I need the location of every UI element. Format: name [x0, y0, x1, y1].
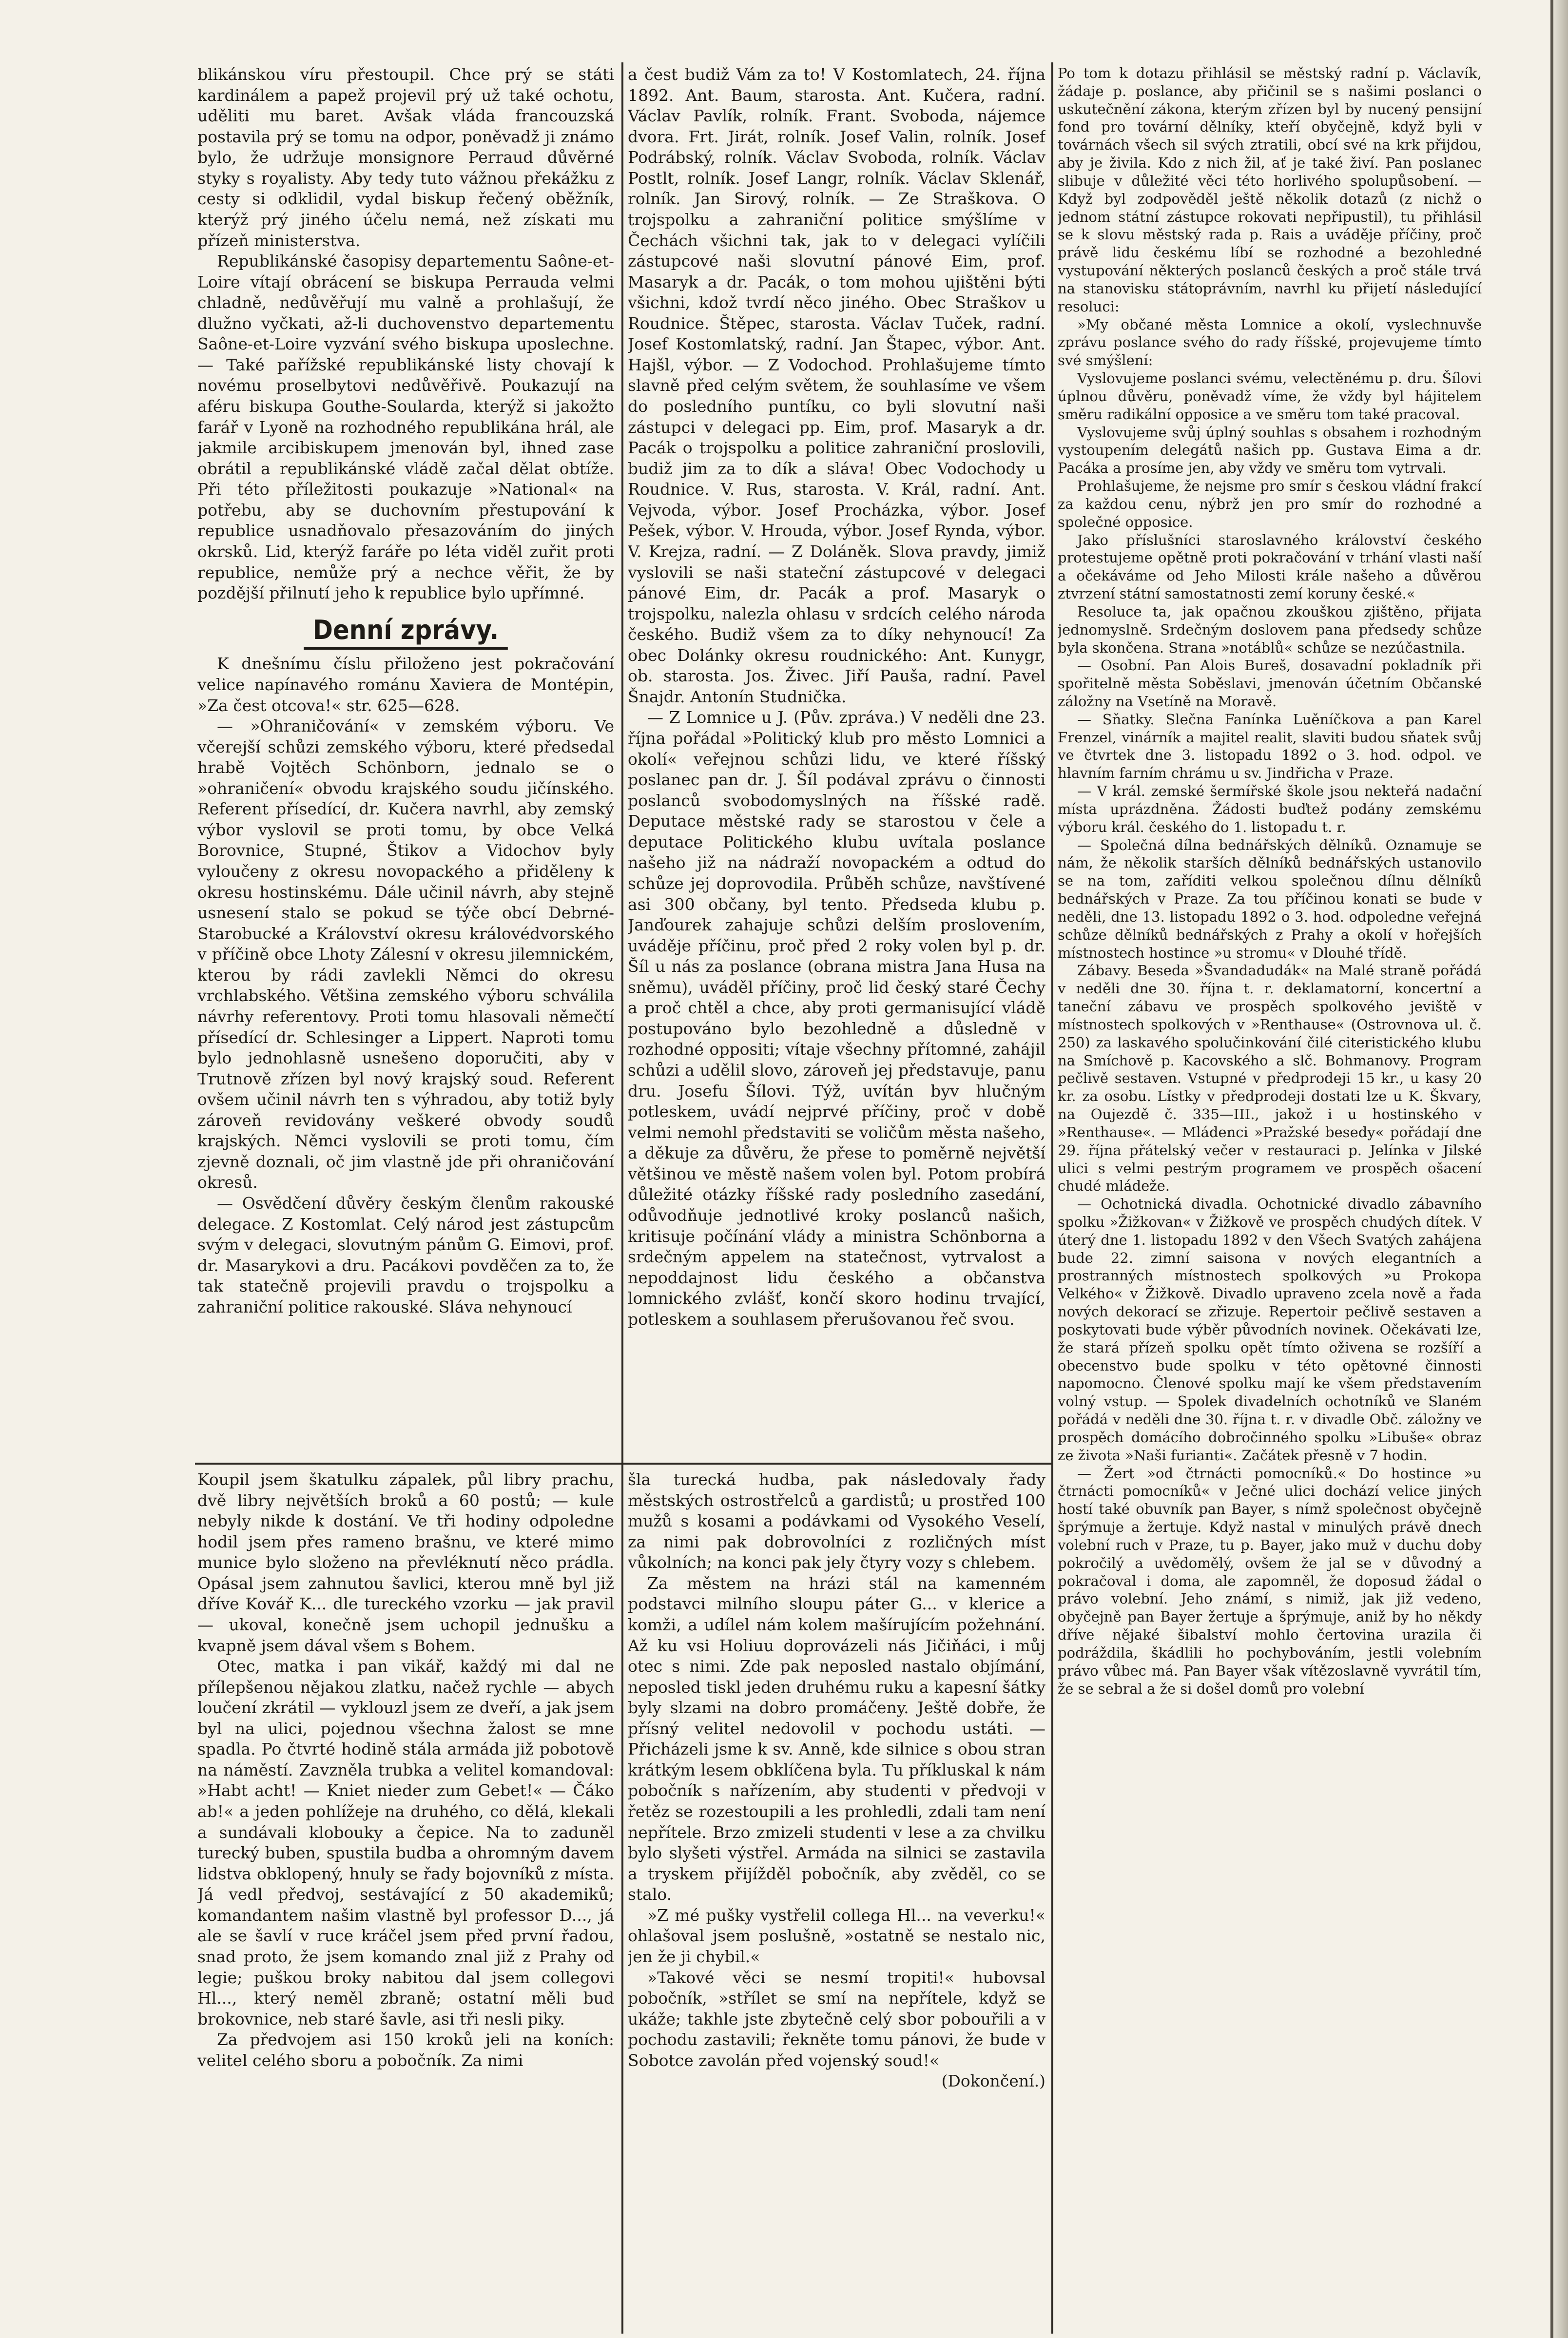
feuilleton-paragraph: »Z mé pušky vystřelil collega Hl... na veverku!« ohlašoval jsem poslušně, »ostatně se nestalo nic, jen že ji chybil.« — [628, 1905, 1045, 1966]
article-paragraph: Republikánské časopisy departementu Saône-et-Loire vítají obrácení se biskupa Perrauda velmi chladně, nedůvěřují mu valně a prohlašují, že dlužno vyčkati, až-li duchovenstvo departementu Saône-et-Loire vyzvání svého biskupa uposlechne. — Také pařížské republikánské listy chovají k novému proselbytovi nedůvěřivě. Poukazují na aféru biskupa Gouthe-Soularda, kterýž si jakožto farář v Lyoně na rozhodného republikána hrál, ale jakmile arcibiskupem jmenován byl, ihned zase obrátil a republikánské vládě začal dělat obtíže. Při této příležitosti poukazuje »National« na potřebu, aby se duchovním přestupování k republice usnadňovalo přesazováním do jiných okrsků. Lid, kterýž faráře po léta viděl zuřit proti republice, nemůže prý a nechce věřit, že by pozdější přilnutí jeho k republice bylo upřímné. — [197, 251, 614, 603]
news-item: Zábavy. Beseda »Švandadudák« na Malé straně pořádá v neděli dne 30. října t. r. deklamatorní, koncertní a taneční zábavu ve prospěch spolkového jeviště v místnostech spolkových v »Renthause« (Ostrovnova ul. č. 250) za laskavého spolučinkování čilé citeristického klubu na Smíchově p. Kacovského a slč. Bohmanovy. Program pečlivě sestaven. Vstupné v předprodeji 15 kr., u kasy 20 kr. za osobu. Lístky v předprodeji dostati lze u K. Škvary, na Oujezdě č. 335—III., jakož i u hostinského v »Renthause«. — Mládenci »Pražské besedy« pořádají dne 29. října přátelský večer v restauraci p. Jelínka v Jilské ulici s velmi pestrým programem ve prospěch ošacení chudé mládeže. — [1058, 962, 1482, 1195]
news-item: — Ochotnická divadla. Ochotnické divadlo zábavního spolku »Žižkovan« v Žižkově ve prospěch chudých dítek. V úterý dne 1. listopadu 1892 v den Všech Svatých zahájena bude 22. zimní saisona v nových elegantních a prostranných místnostech spolkových »u Prokopa Velkého« v Žižkově. Divadlo upraveno zcela nově a řada nových dekorací se zřizuje. Repertoir pečlivě sestaven a poskytovati bude výběr původních novinek. Očekávati lze, že stará přízeň spolku opět tímto oživena se rozšíří a obecenstvo bude spolku v této opětovné činnosti napomocno. Členové spolku mají ke všem představením volný vstup. — Spolek divadelních ochotníků ve Slaném pořádá v neděli dne 30. října t. r. v divadle Obč. záložny ve prospěch domácího dobročinného spolku »Libuše« obraz ze života »Naši furianti«. Začátek přesně v 7 hodin. — [1058, 1196, 1482, 1464]
column-1-news — [197, 64, 614, 1458]
feuilleton-paragraph: Za předvojem asi 150 kroků jeli na koních: velitel celého sboru a pobočník. Za nimi — [197, 2030, 614, 2070]
feuilleton-paragraph: Za městem na hrázi stál na kamenném podstavci milního sloupu páter G... v klerice a komži, a udílel nám kolem mašírujícím požehnání. Až ku vsi Holiuu doprovázeli nás Jičiňáci, i můj otec s nimi. Zde pak neposled nastalo objímání, neposled tiskl jeden druhému ruku a kapesní šátky byly slzami na dobro promáčeny. Ještě dobře, že přísný velitel nedovolil v pochodu ustáti. — Přicházeli jsme k sv. Anně, kde silnice s obou stran krátkým lesem obklíčena byla. Tu příkluskal k nám pobočník s nařízením, aby studenti v předvoji v řetěz se rozestoupili a les prohledli, zdali tam není nepřítele. Brzo zmizeli studenti v lese a za chvilku bylo slyšeti výstřel. Armáda na silnici se zastavila a tryskem přijížděl pobočník, aby zvěděl, co se stalo. — [628, 1573, 1045, 1904]
news-item: — Sňatky. Slečna Fanínka Luěníčkova a pan Karel Frenzel, vinárník a majitel realit, slaviti budou sňatek svůj ve čtvrtek dne 3. listopadu 1892 o 3. hod. odpol. ve hlavním farním chrámu u sv. Jindřicha v Praze. — [1058, 711, 1482, 782]
continuation-note: (Dokončení.) — [941, 2071, 1045, 2091]
article-paragraph: blikánskou víru přestoupil. Chce prý se státi kardinálem a papež projevil prý už také ochotu, uděliti mu baret. Avšak vláda francouzská postavila prý se tomu na odpor, poněvadž ji známo bylo, že udržuje monsignore Perraud důvěrné styky s royalisty. Aby tedy tuto vážnou překážku z cesty si odklidil, vydal biskup řečený oběžník, kterýž prý jiného účelu nemá, než získati mu přízeň ministerstva. — [197, 65, 614, 250]
resolution-paragraph: Prohlašujeme, že nejsme pro smír s českou vládní frakcí za každou cenu, nýbrž jen pro smír do rozhodné a společné opposice. — [1058, 478, 1482, 530]
feuilleton-column-1 — [197, 1469, 614, 2332]
news-item: — Osvědčení důvěry českým členům rakouské delegace. Z Kostomlat. Celý národ jest zástupcům svým v delegaci, slovutným pánům G. Eimovi, prof. dr. Masarykovi a dru. Pacákovi povděčen za to, že tak statečně projevili pravdu o trojspolku a zahraniční politice rakouské. Sláva nehynoucí — [197, 1194, 614, 1316]
feuilleton-paragraph: šla turecká hudba, pak následovaly řady městských ostrostřelců a gardistů; u prostřed 100 mužů s kosami a podávkami od Vysokého Veselí, za nimi pak dobrovolníci z rozličných míst vůkolních; na konci pak jely čtyry vozy s chlebem. — [628, 1470, 1045, 1572]
feuilleton-paragraph: Otec, matka i pan vikář, každý mi dal ne přílepšenou nějakou zlatku, načež rychle — abych loučení zkrátil — vyklouzl jsem ze dveří, a jak jsem byl na ulici, pojednou všechna žalost se mne spadla. Po čtvrté hodině stála armáda již pobotově na náměstí. Zavzněla trubka a velitel komandoval: »Habt acht! — Kniet nieder zum Gebet!« — Čáko ab!« a jeden pohlížeje na druhého, co dělá, klekali a sundávali klobouky a čepice. Na to zaduněl turecký buben, spustila budba a ohromným davem lidstva obklopený, hnuly se řady bojovníků z místa. Já vedl předvoj, sestávající z 50 akademiků; komandantem našim vlastně byl professor D..., já ale se šavlí v ruce kráčel jsem před první řadou, snad proto, že jsem komando znal již z Prahy od legie; puškou broky nabitou dal jsem collegovi Hl..., který neměl zbraně; ostatní měli buď brokovnice, neb staré šavle, asi tři nesli piky. — [197, 1657, 614, 2029]
column-rule-left — [621, 62, 623, 2334]
news-item: — V král. zemské šermířské škole jsou nekteřá nadační místa uprázdněna. Žádosti buďtež podány zemskému výboru král. českého do 1. listopadu t. r. — [1058, 783, 1482, 835]
column-3-news — [1058, 64, 1482, 2331]
news-item: Po tom k dotazu přihlásil se městský radní p. Václavík, žádaje p. poslance, aby přičinil se s našimi poslanci o uskutečnění zákona, kterým zřízen byl by nucený pensijní fond pro tovární dělníky, kteří obyčejně, když byli v továrnách všech sil svých ztratili, obcí své na krk přijdou, aby je živila. Kdo z nich žil, ať je také živí. Pan poslanec slibuje v důležité věci této horlivého spolupůsobení. — Když byl zodpověděl ještě několik dotazů (z nichž o jednom státní zástupce rokovati nepřipustil), tu přihlásil se k slovu městský rada p. Rais a uváděje příčiny, proč právě lidu českému líbí se rozhodné a bezohledné vystupování některých poslanců českých a proč stále trvá na stanovisku státoprávním, navrhl ku přijetí následující resoluci: — [1058, 65, 1482, 315]
news-item: — »Ohraničování« v zemském výboru. Ve včerejší schůzi zemského výboru, které předsedal hrabě Vojtěch Schönborn, jednalo se o »ohraničení« obvodu krajského soudu jičínského. Referent přísedící, dr. Kučera navrhl, aby zemský výbor vyslovil se proti tomu, by obce Velká Borovnice, Stupné, Štikov a Vidochov byly vyloučeny z okresu novopackého a přiděleny k okresu hostinskému. Dále učinil návrh, aby stejně usnesení stalo se pokud se týče obcí Debrné-Starobucké a Království okresu královédvorského v příčině obce Lhoty Zálesní v okresu jilemnickém, kterou by rádi zavlekli Němci do okresu vrchlabského. Většina zemského výboru schválila návrhy referentovy. Proti tomu hlasovali němečtí přísedící dr. Schlesinger a Lippert. Naproti tomu bylo jednohlasně usnešeno doporučiti, aby v Trutnově zřízen byl nový krajský soud. Referent ovšem učinil návrh ten s výhradou, aby totiž byly zároveň revidovány veškeré obvody soudů krajských. Němci vyslovili se proti tomu, čím zjevně doznali, oč jim vlastně jde při ohraničování okresů. — [197, 716, 614, 1192]
section-heading: Denní zprávy. — [214, 615, 598, 646]
news-item: Resoluce ta, jak opačnou zkouškou zjištěno, přijata jednomyslně. Srdečným doslovem pana předsedy schůze byla skončena. Strana »notáblů« schůze se nezúčastnila. — [1058, 603, 1482, 656]
resolution-paragraph: Vyslovujeme poslanci svému, velectěnému p. dru. Šílovi úplnou důvěru, poněvadž víme, že vždy byl hájitelem směru radikální opposice a ve směru tom také pracoval. — [1058, 370, 1482, 423]
news-item: — Společná dílna bednářských dělníků. Oznamuje se nám, že několik starších dělníků bednářských ustanovilo se na tom, zaříditi velkou společnou dílnu dělníků bednářských v Praze. Za tou příčinou konati se bude v neděli, dne 13. listopadu 1892 o 3. hod. odpoledne veřejná schůze dělníků bednářských z Prahy a okolí v hořejších místnostech hostince »u stromu« v Dlouhé třídě. — [1058, 836, 1482, 961]
column-rule-right — [1051, 62, 1053, 2334]
column-2-news — [628, 64, 1045, 1458]
feuilleton-paragraph: Koupil jsem škatulku zápalek, půl libry prachu, dvě libry největších broků a 60 postů; — kule nebyly nikde k dostání. Ve tři hodiny odpoledne hodil jsem přes rameno brašnu, ve které mimo munice bylo složeno na převléknutí něco prádla. Opásal jsem zahnutou šavlici, kterou mně byl již dříve Kovář K... dle tureckého vzorku — jak pravil — ukoval, konečně jsem uchopil jednušku a kvapně jsem dával všem s Bohem. — [197, 1470, 614, 1655]
feuilleton-rule — [195, 1463, 1053, 1465]
news-item: a čest budiž Vám za to! V Kostomlatech, 24. října 1892. Ant. Baum, starosta. Ant. Kučera, radní. Václav Pavlík, rolník. Frant. Svoboda, nájemce dvora. Frt. Jirát, rolník. Josef Valin, rolník. Josef Podrábský, rolník. Václav Svoboda, rolník. Václav Postlt, rolník. Josef Langr, rolník. Václav Sklenář, rolník. Jan Sirový, rolník. — Ze Straškova. O trojspolku a zahraniční politice smýšlíme v Čechách všichni tak, jak to v delegaci vylíčili zástupcové naši slovutní pánové Eim, prof. Masaryk a dr. Pacák, o tom mohou ujištěni býti všichni, kdož tvrdí něco jiného. Obec Straškov u Roudnice. Štěpec, starosta. Václav Tuček, radní. Josef Kostomlatský, radní. Jan Štapec, výbor. Ant. Hajšl, výbor. — Z Vodochod. Prohlašujeme tímto slavně před celým světem, že souhlasíme ve všem do posledního puntíku, co byli slovutní naši zástupci v delegaci pp. Eim, prof. Masaryk a dr. Pacák o trojspolku a politice zahraniční proslovili, budiž jim za to dík a sláva! Obec Vodochody u Roudnice. V. Rus, starosta. V. Král, radní. Ant. Vejvoda, výbor. Josef Procházka, výbor. Josef Pešek, výbor. V. Hrouda, výbor. Josef Rynda, výbor. V. Krejza, radní. — Z Doláněk. Slova pravdy, jimiž vyslovili se naši stateční zástupcové v delegaci pánové Eim, dr. Pacák a prof. Masaryk o trojspolku, nalezla ohlasu v srdcích celého národa českého. Budiž všem za to díky nehynoucí! Za obec Dolánky okresu roudnického: Ant. Kunygr, ob. starosta. Jos. Živec. Jiří Pauša, radní. Pavel Šnajdr. Antonín Studnička. — [628, 65, 1045, 706]
news-item: K dnešnímu číslu přiloženo jest pokračování velice napínavého románu Xaviera de Montépin, »Za čest otcova!« str. 625—628. — [197, 654, 614, 715]
feuilleton-paragraph: »Takové věci se nesmí tropiti!« hubovsal pobočník, »střílet se smí na nepřítele, když se ukáže; takhle jste zbytečně celý sbor pobouřili a v pochodu zastavili; řekněte tomu pánovi, že bude v Sobotce zavolán před vojenský soud!« — [628, 1968, 1045, 2070]
news-item: — Z Lomnice u J. (Pův. zpráva.) V neděli dne 23. října pořádal »Politický klub pro město Lomnici a okolí« veřejnou schůzi lidu, ve které říšský poslanec pan dr. J. Šíl podával zprávu o činnosti poslanců svobodomyslných na říšské radě. Deputace městské rady se starostou v čele a deputace Politického klubu uvítala poslance našeho již na nádraží novopackém a odtud do schůze jej doprovodila. Průběh schůze, navštívené asi 300 občany, byl tento. Předseda klubu p. Janďourek zahajuje schůzi delším proslovením, uváděje příčinu, proč před 2 roky volen byl p. dr. Šíl u nás za poslance (obrana mistra Jana Husa na sněmu), uváděl příčiny, proč lid český staré Čechy a proč chtěl a chce, aby proti germanisující vládě postupováno bylo bezohledně a důsledně v rozhodné oppositi; vítaje všechny přítomné, zahájil schůzi a udělil slovo, zároveň jej představuje, panu dru. Josefu Šílovi. Týž, uvítán byv hlučným potleskem, uvádí nejprvé příčiny, proč v době velmi nemohl představiti se voličům města našeho, a děkuje za důvěru, že přese to poměrně největší většinou ve městě našem volen byl. Potom probírá důležité otázky říšské rady posledního zasedání, odůvodňuje jednotlivé kroky poslanců našich, kritisuje počínání vlády a ministra Schönborna a srdečným appelem na statečnost, vytrvalost a nepoddajnost lidu českého a občanstva lomnického zvlášť, končí skoro hodinu trvající, potleskem a souhlasem přerušovanou řeč svou. — [628, 708, 1045, 1329]
news-item: — Žert »od čtrnácti pomocníků.« Do hostince »u čtrnácti pomocníků« v Ječné ulici dochází velice jiných hostí také obuvník pan Bayer, s nímž společnost obyčejně šprýmuje a žertuje. Když nastal v minulých právě dnech volební ruch v Praze, tu p. Bayer, jako muž v duchu doby pokročilý a uvědomělý, ovšem že jal se v důvodný a pokračoval i doma, ale zapomněl, že doposud žádal o právo volební. Jeho známí, s nimiž, jak již vedeno, obyčejně pan Bayer žertuje a šprýmuje, aniž by ho někdy dříve nějaké šibalství mohlo čertovina urazila či podráždila, škádlili ho pochybováním, jestli volebním právo vůbec má. Pan Bayer však vítězoslavně vyvrátil tím, že se sebral a že si došel domů pro volební — [1058, 1465, 1482, 1697]
page-edge — [1553, 0, 1568, 2338]
resolution-paragraph: »My občané města Lomnice a okolí, vyslechnuvše zprávu poslance svého do rady říšské, projevujeme tímto své smýšlení: — [1058, 316, 1482, 369]
resolution-paragraph: Jako příslušníci staroslavného království českého protestujeme opětně proti pokračování v trhání vlasti naší a očekáváme od Jeho Milosti krále našeho a důvěrou ztvrzení státní samostatnosti zemí koruny české.« — [1058, 531, 1482, 602]
resolution-paragraph: Vyslovujeme svůj úplný souhlas s obsahem i rozhodným vystoupením delegátů našich pp. Gustava Eima a dr. Pacáka a prosíme jen, aby vždy ve směru tom vytrvali. — [1058, 424, 1482, 477]
news-item: — Osobní. Pan Alois Bureš, dosavadní pokladník při spořitelně města Soběslavi, jmenován účetním Občanské záložny na Vsetíně na Moravě. — [1058, 657, 1482, 710]
feuilleton-column-2 — [628, 1469, 1045, 2332]
